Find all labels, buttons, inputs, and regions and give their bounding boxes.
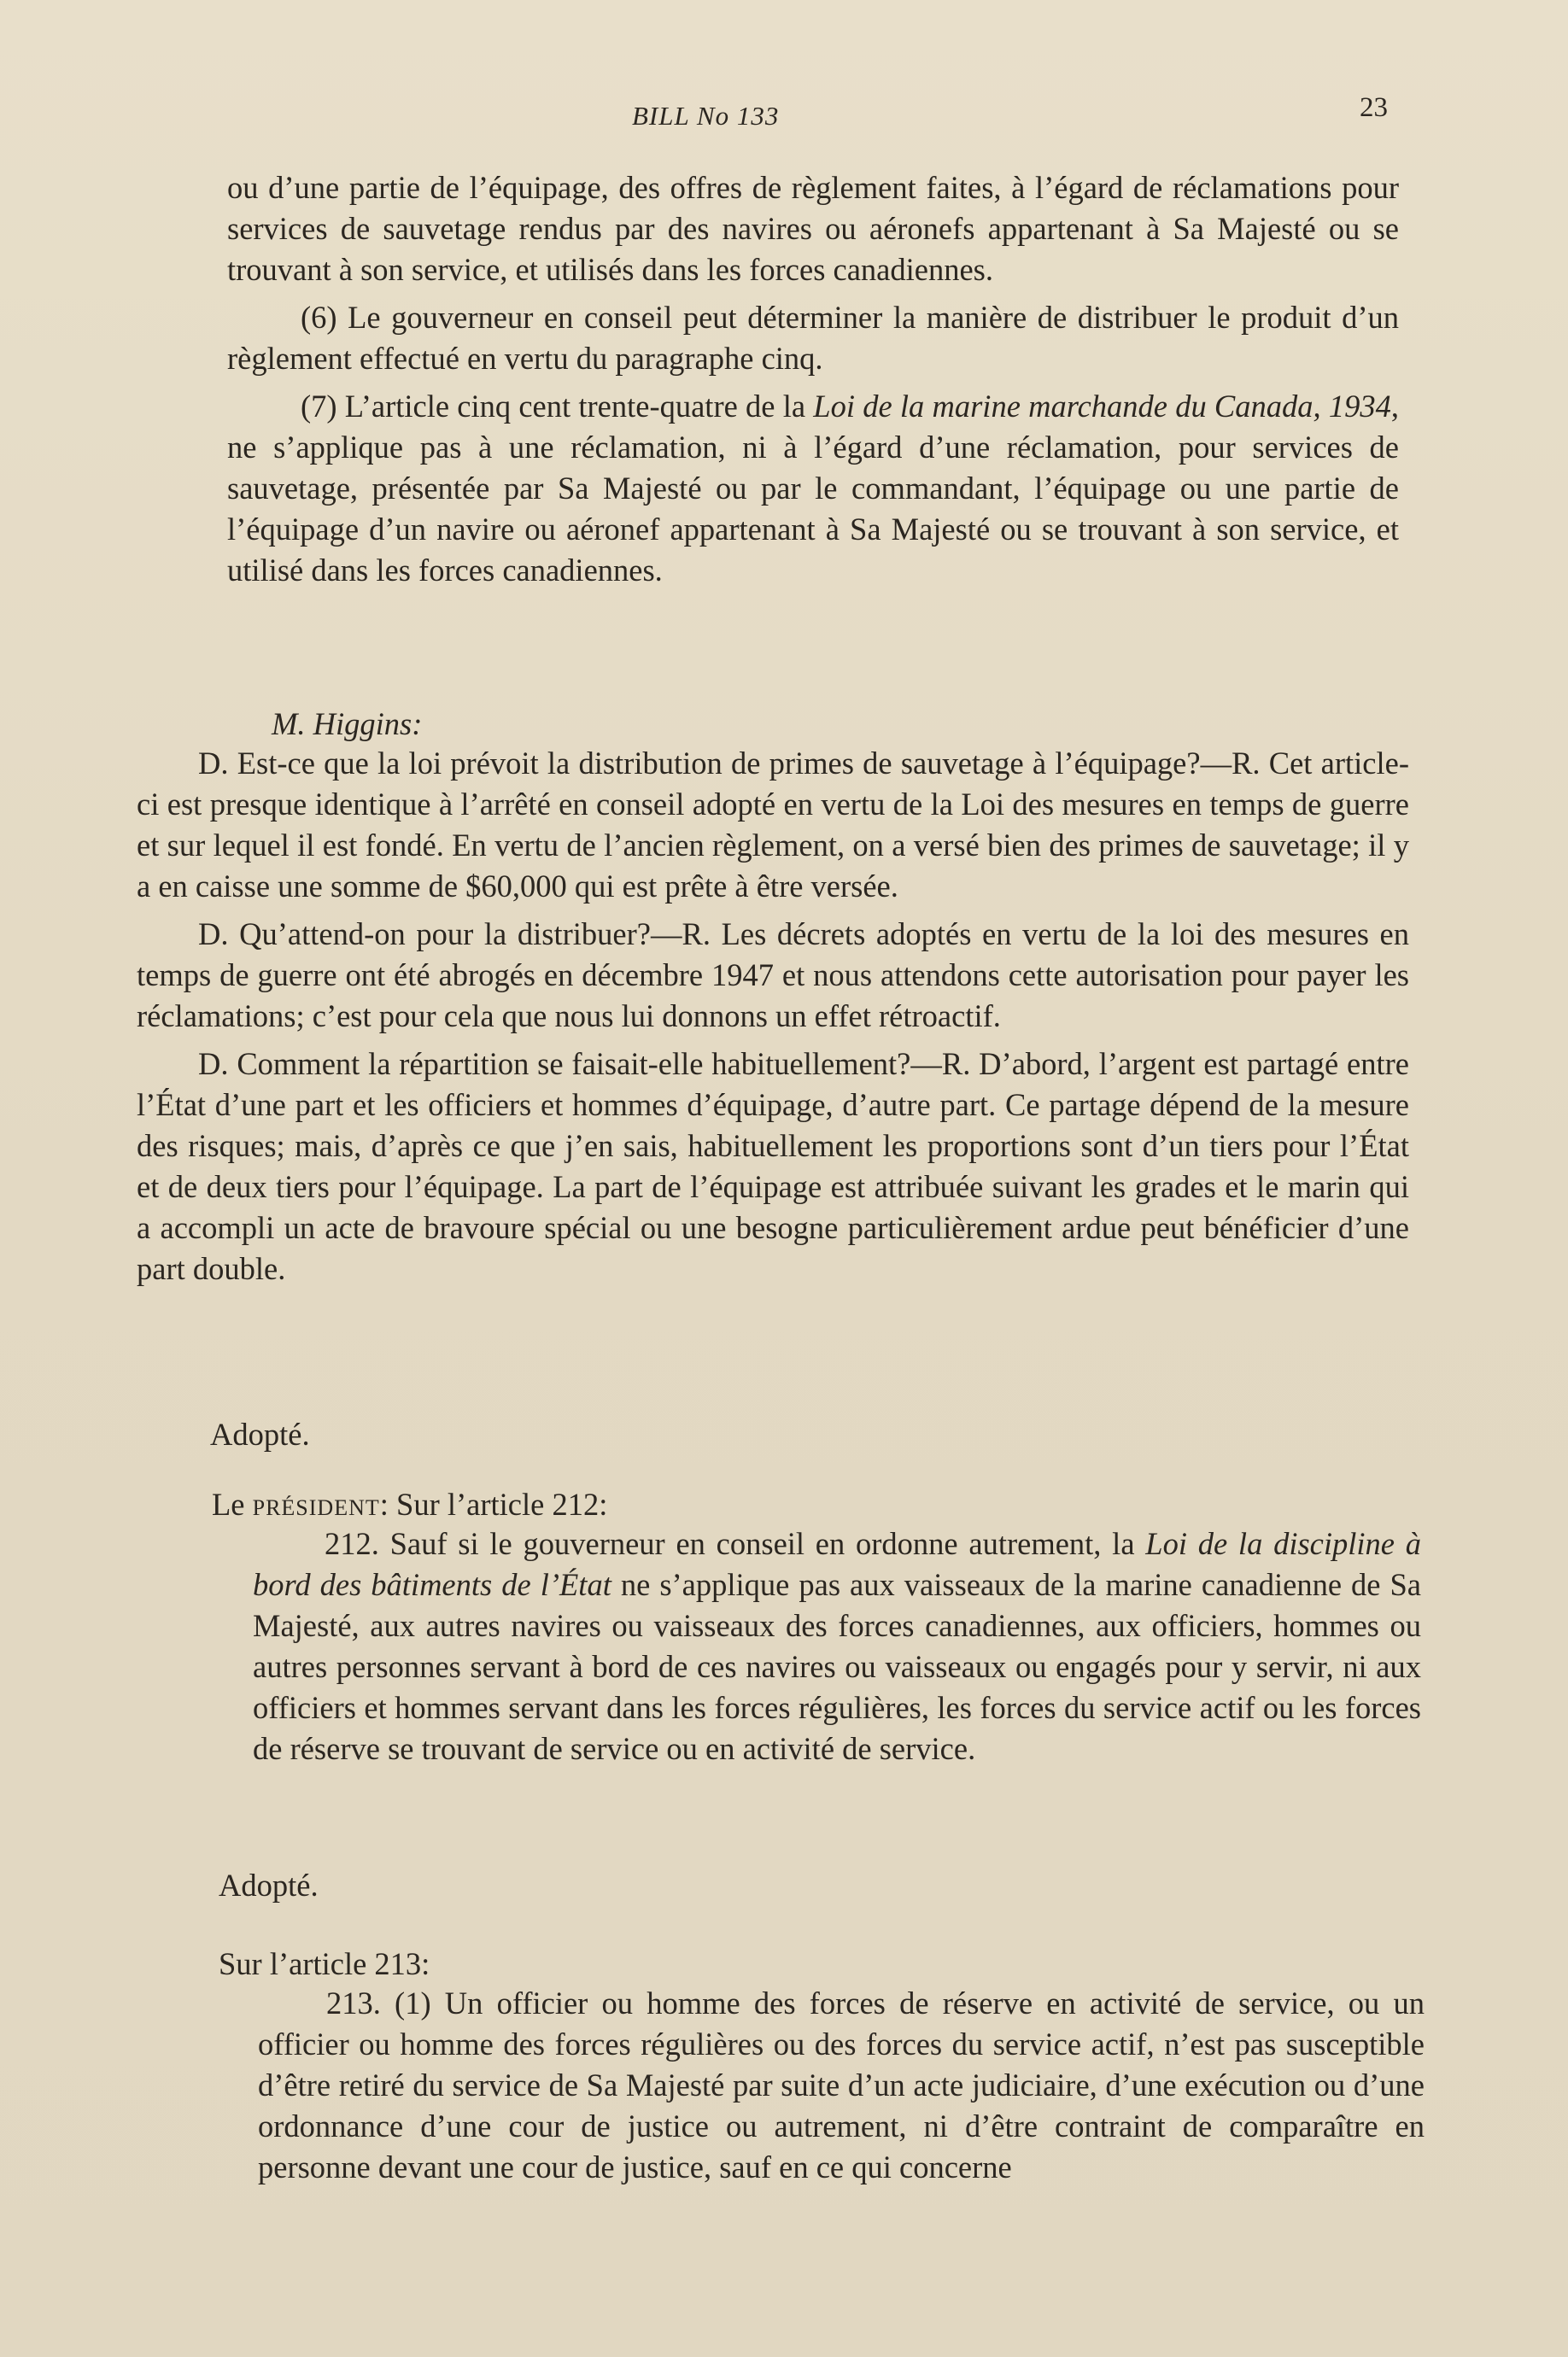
article-213-text: 213. (1) Un officier ou homme des forces de réserve en activité de service, ou un officier ou homme des forces régulières ou des forces du service actif, n’est pas susceptible d’être retiré du service de Sa Majesté par suite d’un acte judiciaire, d’une exécution ou d’une ordonnance d’une cour de justice ou autrement, ni d’être contraint de comparaître en personne devant une cour de justice, sauf en ce qui concerne <box>258 1986 1425 2184</box>
running-title: BILL No 133 <box>632 101 780 131</box>
paragraph-7 <box>227 386 1399 591</box>
article-213-heading: Sur l’article 213: <box>219 1946 430 1981</box>
question-answer-1: D. Est-ce que la loi prévoit la distribution de primes de sauvetage à l’équipage?—R. Cet article-ci est presque identique à l’arrêté en conseil adopté en vertu de la Loi des mesures en temps de guerre et sur lequel il est fondé. En vertu de l’ancien règlement, on a versé bien des primes de sauvetage; il y a en caisse une somme de $60,000 qui est prête à être versée. <box>137 746 1409 904</box>
chair-title: président <box>252 1487 380 1522</box>
adopted-label-2: Adopté. <box>219 1868 319 1903</box>
chair-rest: : Sur l’article 212: <box>379 1487 608 1522</box>
paragraph-continued: ou d’une partie de l’équipage, des offres de règlement faites, à l’égard de réclamations pour services de sauvetage rendus par des navires ou aéronefs appartenant à Sa Majesté ou se trouvant à son service, et utilisés dans les forces canadiennes. <box>227 170 1399 287</box>
article-213-block <box>258 1983 1425 2188</box>
article-212-block <box>253 1524 1421 1769</box>
article-212-start: 212. Sauf si le gouverneur en conseil en ordonne autrement, la <box>325 1526 1146 1561</box>
paragraph-6: (6) Le gouverneur en conseil peut déterminer la manière de distribuer le produit d’un règlement effectué en vertu du paragraphe cinq. <box>227 300 1399 376</box>
discussion-block <box>137 743 1409 1290</box>
clause-continuation-block <box>227 167 1399 591</box>
paragraph-7-start: (7) L’article cinq cent trente-quatre de la <box>301 389 814 424</box>
paragraph-7-rest: , ne s’applique pas à une réclamation, ni à l’égard d’une réclamation, pour services de sauvetage, présentée par Sa Majesté ou par le commandant, l’équipage ou une partie de l’équipage d’un navire ou aéronef appartenant à Sa Majesté ou se trouvant à son service, et utilisé dans les forces canadiennes. <box>227 389 1399 588</box>
article-212-rest: ne s’applique pas aux vaisseaux de la marine canadienne de Sa Majesté, aux autres navires ou vaisseaux des forces canadiennes, aux officiers, hommes ou autres personnes servant à bord de ces navires ou vaisseaux ou engagés pour y servir, ni aux officiers et hommes servant dans les forces régulières, les forces du service actif ou les forces de réserve se trouvant de service ou en activité de service. <box>253 1567 1421 1766</box>
adopted-label-1: Adopté. <box>210 1417 310 1452</box>
question-answer-2: D. Qu’attend-on pour la distribuer?—R. Les décrets adoptés en vertu de la loi des mesures en temps de guerre ont été abrogés en décembre 1947 et nous attendons cette autorisation pour payer les réclamations; c’est pour cela que nous lui donnons un effet rétroactif. <box>137 916 1409 1033</box>
article-212-act-title: Loi de la discipline à bord des bâtiments de l’État <box>253 1526 1422 1602</box>
article-212-text <box>253 1524 1421 1769</box>
chair-heading-212 <box>212 1484 607 1525</box>
chair-prefix: Le <box>212 1487 253 1522</box>
speaker-name: M. Higgins: <box>272 706 423 741</box>
paragraph-7-act-title: Loi de la marine marchande du Canada, 1934 <box>813 389 1391 424</box>
question-answer-3: D. Comment la répartition se faisait-elle habituellement?—R. D’abord, l’argent est partagé entre l’État d’une part et les officiers et hommes d’équipage, d’autre part. Ce partage dépend de la mesure des risques; mais, d’après ce que j’en sais, habituellement les proportions sont d’un tiers pour l’État et de deux tiers pour l’équipage. La part de l’équipage est attribuée suivant les grades et le marin qui a accompli un acte de bravoure spécial ou une besogne particulièrement ardue peut bénéficier d’une part double. <box>137 1046 1409 1286</box>
page-number: 23 <box>1360 92 1388 123</box>
